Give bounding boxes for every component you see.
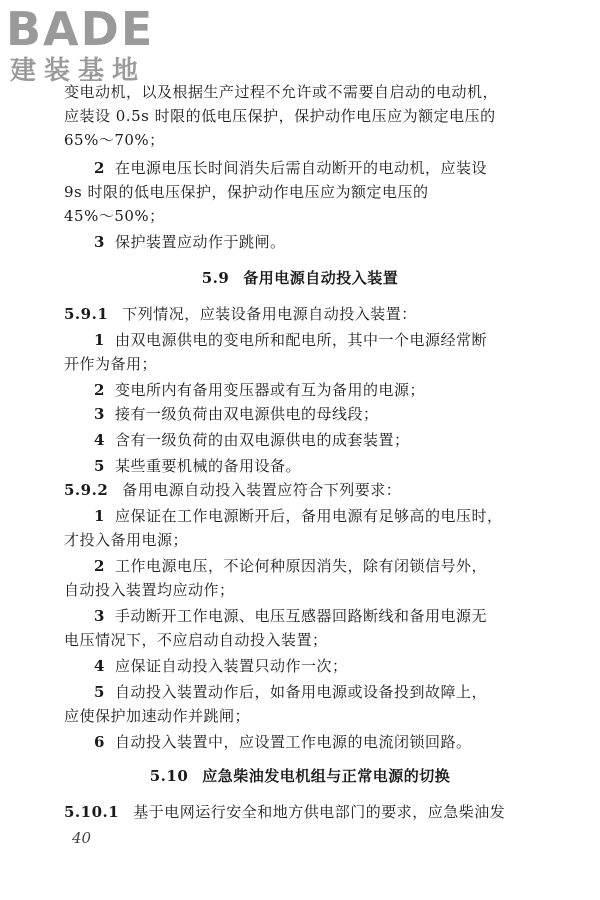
section-heading: 5.9 备用电源自动投入装置 xyxy=(201,269,399,287)
paragraph-line: 应使保护加速动作并跳闸； xyxy=(64,707,251,725)
list-item: 2 工作电源电压，不论何种原因消失，除有闭锁信号外， xyxy=(94,557,487,575)
list-item: 1 由双电源供电的变电所和配电所，其中一个电源经常断 xyxy=(94,331,487,349)
list-item: 2 变电所内有备用变压器或有互为备用的电源； xyxy=(94,381,425,399)
paragraph-line: 才投入备用电源； xyxy=(64,531,189,549)
clause-line: 5.10.1 基于电网运行安全和地方供电部门的要求，应急柴油发 xyxy=(64,803,506,821)
paragraph-line: 应装设 0.5s 时限的低电压保护，保护动作电压应为额定电压的 xyxy=(64,107,496,125)
list-item: 3 保护装置应动作于跳闸。 xyxy=(94,233,286,251)
list-item: 4 应保证自动投入装置只动作一次； xyxy=(94,657,348,675)
list-item: 3 接有一级负荷由双电源供电的母线段； xyxy=(94,405,379,423)
list-item: 5 某些重要机械的备用设备。 xyxy=(94,457,301,475)
list-item: 4 含有一级负荷的由双电源供电的成套装置； xyxy=(94,431,410,449)
paragraph-line: 9s 时限的低电压保护，保护动作电压应为额定电压的 xyxy=(64,183,429,201)
paragraph-line: 变电动机，以及根据生产过程不允许或不需要自启动的电动机， xyxy=(64,83,499,101)
list-item: 3 手动断开工作电源、电压互感器回路断线和备用电源无 xyxy=(94,607,487,625)
paragraph-line: 自动投入装置均应动作； xyxy=(64,581,235,599)
clause-line: 5.9.1 下列情况，应装设备用电源自动投入装置： xyxy=(64,305,417,323)
watermark-subtitle: 建装基地 xyxy=(10,56,147,86)
paragraph-line: 65%～70%； xyxy=(64,131,165,149)
paragraph-line: 电压情况下，不应启动自动投入装置； xyxy=(64,631,328,649)
paragraph-line: 45%～50%； xyxy=(64,207,165,225)
watermark-brand: BADE xyxy=(6,2,155,56)
page-number: 40 xyxy=(72,829,92,847)
paragraph-line: 开作为备用； xyxy=(64,355,158,373)
list-item: 6 自动投入装置中，应设置工作电源的电流闭锁回路。 xyxy=(94,733,472,751)
section-heading: 5.10 应急柴油发电机组与正常电源的切换 xyxy=(149,767,451,785)
list-item: 5 自动投入装置动作后，如备用电源或设备投到故障上， xyxy=(94,683,487,701)
clause-line: 5.9.2 备用电源自动投入装置应符合下列要求： xyxy=(64,481,402,499)
list-item: 2 在电源电压长时间消失后需自动断开的电动机，应装设 xyxy=(94,159,487,177)
list-item: 1 应保证在工作电源断开后，备用电源有足够高的电压时， xyxy=(94,507,503,525)
